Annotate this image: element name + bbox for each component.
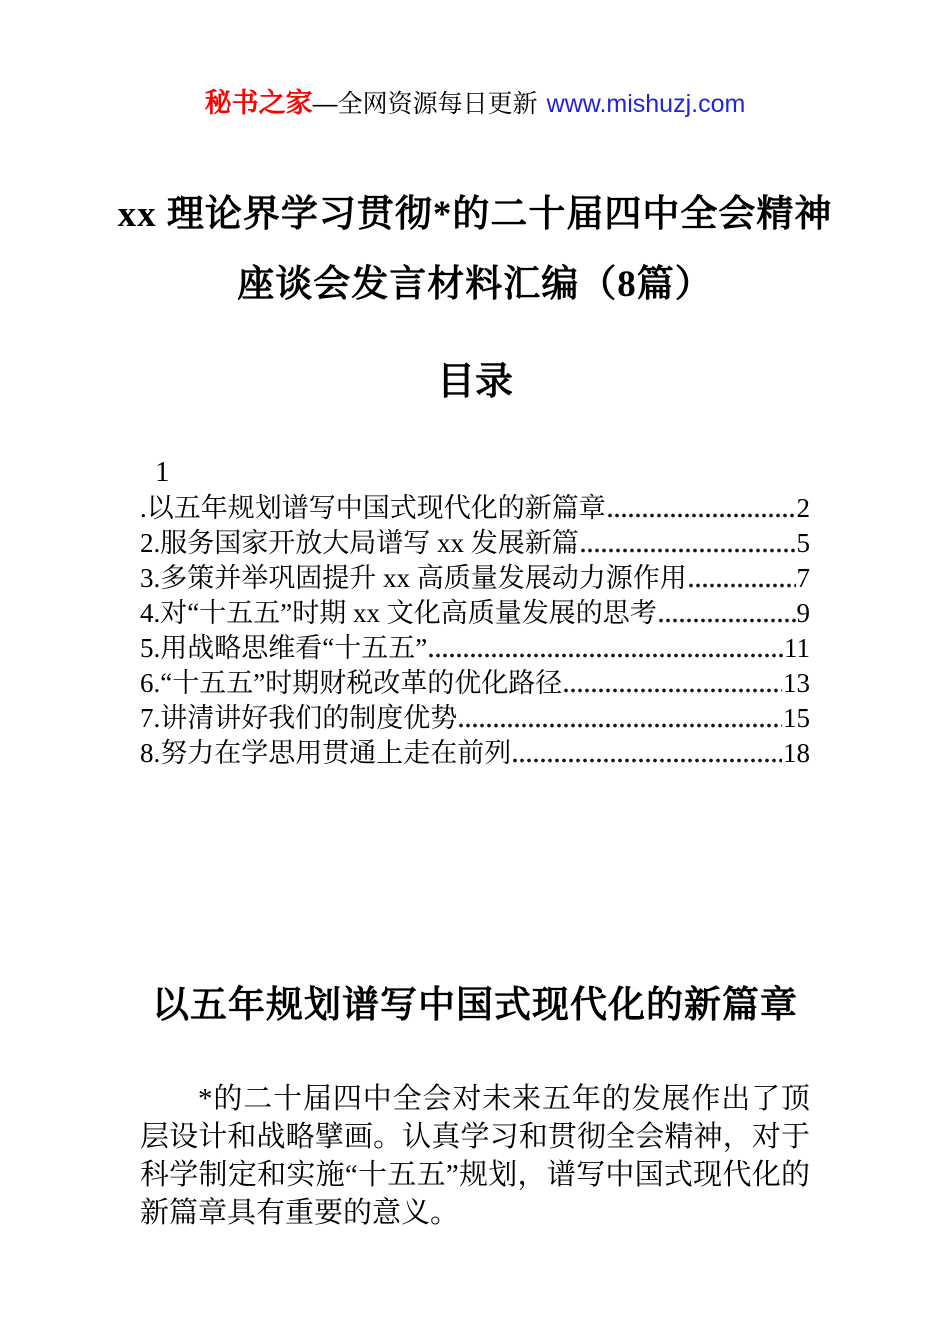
site-header [0, 88, 950, 120]
toc [140, 454, 810, 770]
section-paragraph: *的二十届四中全会对未来五年的发展作出了顶层设计和战略擘画。认真学习和贯彻全会精神，对于科学制定和实施“十五五”规划，谱写中国式现代化的新篇章具有重要的意义。 [140, 1083, 810, 1229]
section-heading: 以五年规划谱写中国式现代化的新篇章 [152, 985, 798, 1026]
document-title-line1: xx 理论界学习贯彻*的二十届四中全会精神 [117, 194, 833, 235]
toc-leader-dots [581, 546, 796, 555]
toc-item-page: 18 [783, 738, 810, 768]
toc-leader-dots [689, 581, 796, 590]
toc-item[interactable] [140, 560, 810, 595]
toc-leader-dots [429, 651, 783, 660]
toc-heading: 目录 [436, 361, 513, 403]
toc-item-title: 8.努力在学思用贯通上走在前列 [140, 738, 512, 768]
toc-item-page: 11 [784, 633, 810, 663]
toc-item-page: 9 [796, 598, 810, 628]
toc-item-title: .以五年规划谱写中国式现代化的新篇章 [140, 493, 606, 523]
toc-leader-dots [564, 686, 782, 695]
toc-item[interactable] [140, 735, 810, 770]
toc-item[interactable] [140, 595, 810, 630]
toc-item[interactable] [140, 665, 810, 700]
toc-item[interactable] [140, 700, 810, 735]
toc-item-page: 15 [783, 703, 810, 733]
toc-list [140, 490, 810, 770]
toc-leader-dots [513, 756, 782, 765]
toc-item-page: 2 [796, 493, 810, 523]
toc-item-title: 7.讲清讲好我们的制度优势 [140, 703, 458, 733]
toc-item-title: 3.多策并举巩固提升 xx 高质量发展动力源作用 [140, 563, 687, 593]
site-url-link[interactable]: www.mishuzj.com [546, 90, 746, 118]
toc-item-title: 6.“十五五”时期财税改革的优化路径 [140, 668, 563, 698]
toc-item-title: 5.用战略思维看“十五五” [140, 633, 428, 663]
toc-stray-number: 1 [155, 456, 170, 488]
site-tagline: —全网资源每日更新 [312, 90, 538, 118]
toc-item[interactable] [140, 630, 810, 665]
toc-item[interactable] [140, 490, 810, 525]
toc-item-title: 4.对“十五五”时期 xx 文化高质量发展的思考 [140, 598, 657, 628]
toc-item-page: 7 [796, 563, 810, 593]
toc-leader-dots [659, 616, 796, 625]
toc-item-page: 5 [796, 528, 810, 558]
toc-leader-dots [608, 511, 796, 520]
document-title-line2: 座谈会发言材料汇编（8篇） [237, 264, 713, 305]
site-brand: 秘书之家 [204, 88, 313, 118]
document-title [0, 180, 950, 320]
toc-leader-dots [459, 721, 782, 730]
toc-item-page: 13 [783, 668, 810, 698]
toc-item-title: 2.服务国家开放大局谱写 xx 发展新篇 [140, 528, 579, 558]
toc-item[interactable] [140, 525, 810, 560]
